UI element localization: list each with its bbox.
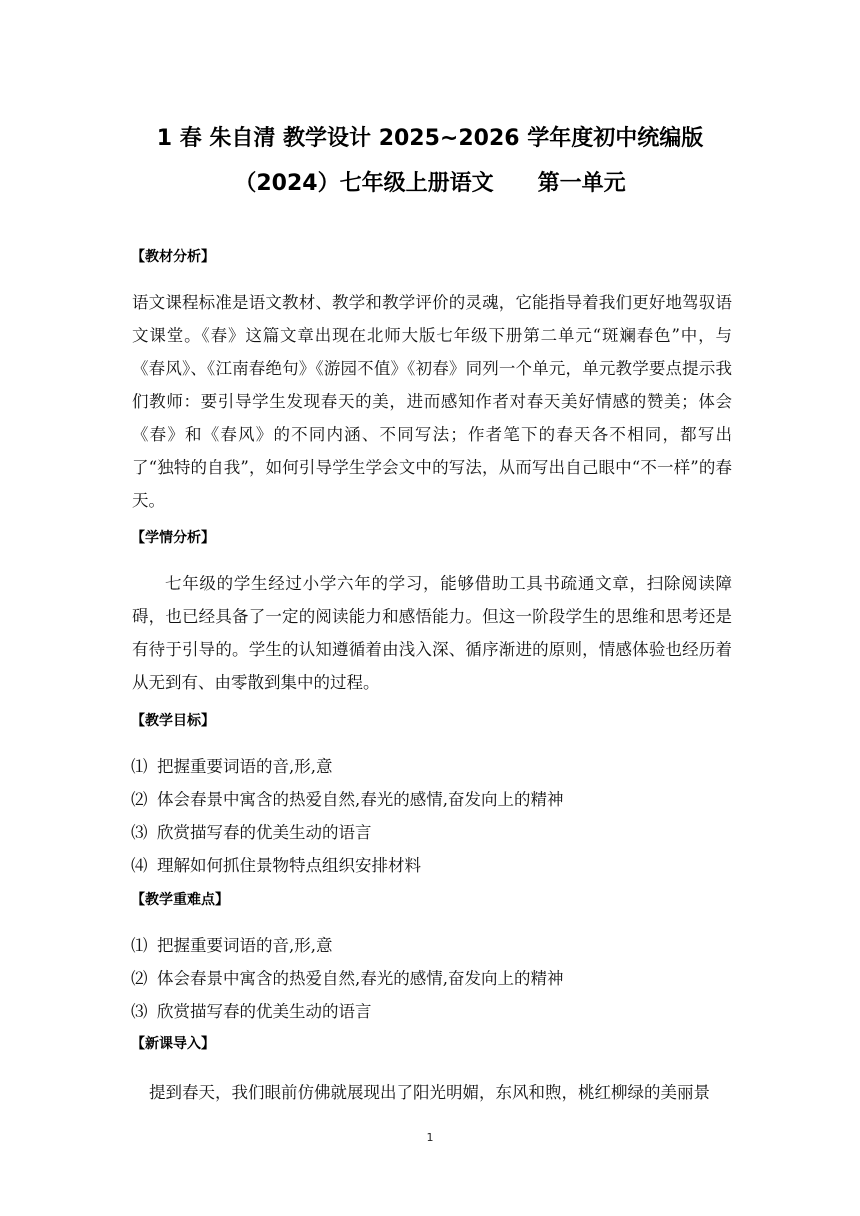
list-item-number: ⑵ — [131, 969, 148, 988]
list-item-number: ⑷ — [131, 856, 148, 875]
introduction-heading: 【新课导入】 — [131, 1036, 215, 1052]
key-points-heading: 【教学重难点】 — [131, 892, 229, 908]
teaching-goals-list — [131, 750, 751, 882]
list-item — [131, 849, 751, 882]
document-title-line1: 1 春 朱自清 教学设计 2025~2026 学年度初中统编版 — [156, 126, 704, 151]
page-number: 1 — [426, 1131, 434, 1144]
list-item-number: ⑶ — [131, 1002, 148, 1021]
material-analysis-text: 语文课程标准是语文教材、教学和教学评价的灵魂，它能指导着我们更好地驾驭语文课堂。《春》这篇文章出现在北师大版七年级下册第二单元“斑斓春色”中，与《春风》、《江南春绝句》《游园不值》《初春》同列一个单元，单元教学要点提示我们教师：要引导学生发现春天的美，进而感知作者对春天美好情感的赞美；体会《春》和《春风》的不同内涵、不同写法；作者笔下的春天各不相同，都写出了“独特的自我”，如何引导学生学会文中的写法，从而写出自己眼中“不一样”的春天。 — [132, 293, 732, 510]
list-item-text: 体会春景中寓含的热爱自然,春光的感情,奋发向上的精神 — [157, 790, 564, 809]
list-item-number: ⑴ — [131, 757, 148, 776]
student-analysis-heading: 【学情分析】 — [131, 530, 215, 546]
list-item-text: 理解如何抓住景物特点组织安排材料 — [157, 856, 421, 875]
list-item — [131, 995, 751, 1028]
list-item-number: ⑶ — [131, 823, 148, 842]
list-item-text: 体会春景中寓含的热爱自然,春光的感情,奋发向上的精神 — [157, 969, 564, 988]
list-item-number: ⑴ — [131, 936, 148, 955]
list-item — [131, 750, 751, 783]
list-item — [131, 816, 751, 849]
list-item — [131, 929, 751, 962]
key-points-list — [131, 929, 751, 1028]
student-analysis-text: 七年级的学生经过小学六年的学习，能够借助工具书疏通文章，扫除阅读障碍，也已经具备了一定的阅读能力和感悟能力。但这一阶段学生的思维和思考还是有待于引导的。学生的认知遵循着由浅入深、循序渐进的原则，情感体验也经历着从无到有、由零散到集中的过程。 — [132, 574, 732, 692]
list-item — [131, 783, 751, 816]
material-analysis-heading: 【教材分析】 — [131, 249, 215, 265]
list-item-text: 欣赏描写春的优美生动的语言 — [157, 1002, 372, 1021]
introduction-text: 提到春天，我们眼前仿佛就展现出了阳光明媚，东风和煦，桃红柳绿的美丽景 — [149, 1083, 710, 1102]
list-item — [131, 962, 751, 995]
list-item-text: 把握重要词语的音,形,意 — [157, 936, 333, 955]
document-title-line2: （2024）七年级上册语文 第一单元 — [234, 171, 626, 196]
list-item-number: ⑵ — [131, 790, 148, 809]
list-item-text: 欣赏描写春的优美生动的语言 — [157, 823, 372, 842]
teaching-goals-heading: 【教学目标】 — [131, 713, 215, 729]
list-item-text: 把握重要词语的音,形,意 — [157, 757, 333, 776]
